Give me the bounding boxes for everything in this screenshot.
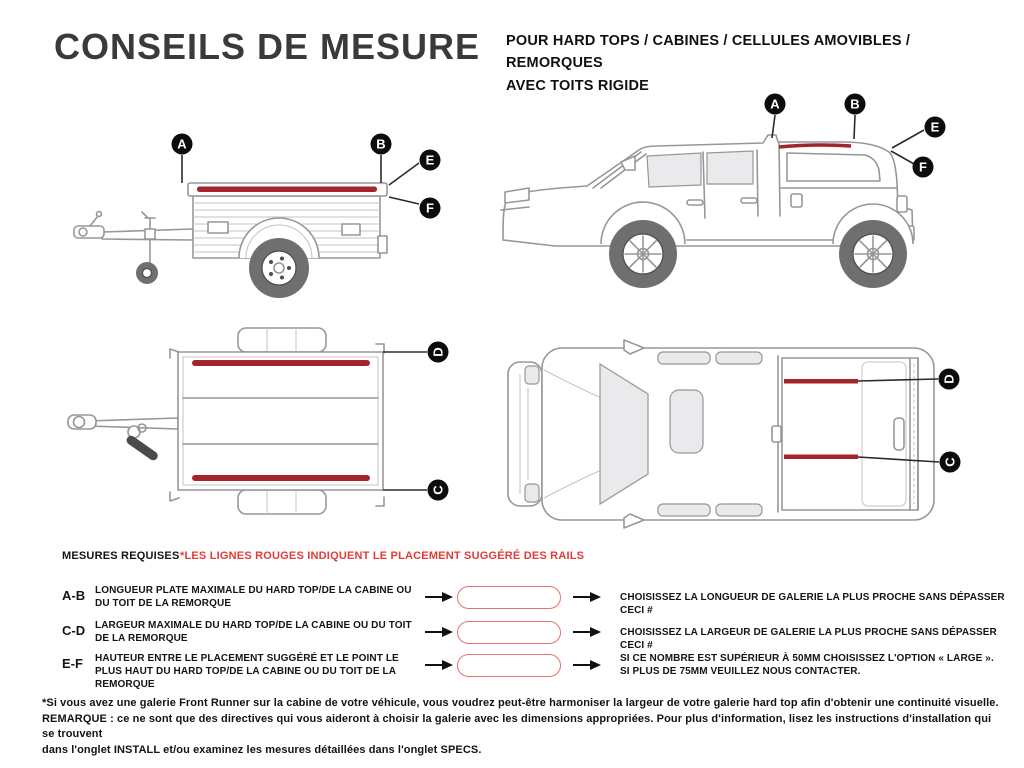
- measurement-row-ef: [0, 652, 1024, 690]
- row-description: LARGEUR MAXIMALE DU HARD TOP/DE LA CABINE OU DU TOIT DE LA REMORQUE: [95, 620, 412, 644]
- side-window: [716, 352, 762, 364]
- truck-with-hardtop-side-view-diagram: [495, 88, 1024, 305]
- tail-light: [897, 196, 907, 212]
- svg-text:A: A: [770, 96, 780, 112]
- door-handle: [741, 198, 757, 203]
- callout-leader-lines: [383, 352, 427, 490]
- trailer-side-view-diagram: [42, 96, 482, 310]
- measurement-row-cd: [0, 619, 1024, 649]
- callout-b: [845, 94, 866, 115]
- sunroof: [670, 390, 703, 453]
- side-window: [716, 504, 762, 516]
- suggested-rail-line-red: [784, 455, 858, 460]
- front-wheel: [609, 220, 677, 288]
- row-instruction: [620, 626, 1022, 652]
- truck-top-view-diagram: [498, 334, 968, 534]
- instruction-text: CHOISISSEZ LA LARGEUR DE GALERIE LA PLUS PROCHE SANS DÉPASSER CECI #: [620, 627, 997, 651]
- row-id-label: E-F: [62, 656, 83, 671]
- subtitle-line-2: AVEC TOITS RIGIDE: [506, 77, 650, 94]
- rear-wheel: [839, 220, 907, 288]
- footnote-line-3: dans l'onglet INSTALL et/ou examinez les mesures détaillées dans l'onglet SPECS.: [42, 743, 482, 756]
- red-lines-note: *LES LIGNES ROUGES INDIQUENT LE PLACEMENT SUGGÉRÉ DES RAILS: [180, 550, 585, 562]
- front-door-window: [647, 153, 701, 187]
- trailer-tail-light: [378, 236, 387, 253]
- jockey-wheel-bracket: [145, 229, 155, 239]
- arrow-right-icon: [572, 626, 602, 638]
- arrow-right-icon: [424, 659, 454, 671]
- instruction-text: SI CE NOMBRE EST SUPÉRIEUR À 50MM CHOISISSEZ L'OPTION « LARGE ».: [620, 653, 994, 664]
- svg-text:F: F: [426, 200, 434, 216]
- side-window: [658, 504, 710, 516]
- callout-a: [765, 94, 786, 115]
- callout-a: [172, 134, 193, 155]
- arrow-right-icon: [424, 591, 454, 603]
- subtitle-line-1: POUR HARD TOPS / CABINES / CELLULES AMOVIBLES / REMORQUES: [506, 33, 911, 72]
- row-instruction: [620, 652, 1022, 678]
- arrow-right-icon: [572, 659, 602, 671]
- callout-e: [420, 150, 441, 171]
- measurement-row-ab: [0, 584, 1024, 614]
- measurement-input-oval: [457, 621, 561, 644]
- suggested-rail-line-red: [197, 187, 377, 193]
- footnote-line-2: REMARQUE : ce ne sont que des directives qui vous aideront à choisir la galerie avec les dimensions appropriées. Pour plus d'information, lisez les instructions d'installation qui se trouvent: [42, 712, 992, 740]
- svg-text:E: E: [425, 152, 435, 168]
- bottom-fender: [238, 490, 326, 514]
- svg-text:F: F: [919, 159, 927, 175]
- row-description: LONGUEUR PLATE MAXIMALE DU HARD TOP/DE LA CABINE OU DU TOIT DE LA REMORQUE: [95, 585, 412, 609]
- callout-c: [940, 452, 961, 473]
- svg-text:B: B: [376, 136, 386, 152]
- footnote: [42, 696, 1002, 758]
- footnote-line-1: *Si vous avez une galerie Front Runner sur la cabine de votre véhicule, vous voudrez peut-être harmoniser la largeur de votre galerie hard top afin d'obtenir une continuité visuelle.: [42, 697, 999, 709]
- arrow-right-icon: [572, 591, 602, 603]
- jack-handle: [125, 424, 160, 462]
- canopy-window: [787, 153, 880, 181]
- arrow-right-icon: [424, 626, 454, 638]
- row-id-label: C-D: [62, 623, 86, 638]
- measurement-input-oval: [457, 586, 561, 609]
- callout-b: [371, 134, 392, 155]
- measurements-heading: MESURES REQUISES: [62, 550, 180, 562]
- callout-f: [913, 157, 934, 178]
- door-handle: [687, 200, 703, 205]
- svg-text:E: E: [930, 119, 940, 135]
- measurement-input-oval: [457, 654, 561, 677]
- callout-f: [420, 198, 441, 219]
- row-instruction: [620, 591, 1022, 617]
- instruction-text-line2: SI PLUS DE 75MM VEUILLEZ NOUS CONTACTER.: [620, 666, 861, 677]
- row-description: HAUTEUR ENTRE LE PLACEMENT SUGGÉRÉ ET LE POINT LE PLUS HAUT DU HARD TOP/DE LA CABINE OU DU TOIT DE LA REMORQUE: [95, 653, 399, 690]
- suggested-rail-line-red: [192, 475, 370, 481]
- svg-text:A: A: [177, 136, 187, 152]
- trailer-box: [178, 352, 383, 490]
- svg-text:C: C: [942, 457, 958, 467]
- page-title: CONSEILS DE MESURE: [54, 26, 481, 67]
- callout-e: [925, 117, 946, 138]
- instruction-text: CHOISISSEZ LA LONGUEUR DE GALERIE LA PLUS PROCHE SANS DÉPASSER CECI #: [620, 592, 1005, 616]
- side-window: [658, 352, 710, 364]
- rear-door-window: [707, 151, 753, 184]
- callout-d: [939, 369, 960, 390]
- svg-text:D: D: [941, 374, 957, 384]
- top-fender: [238, 328, 326, 352]
- svg-text:B: B: [850, 96, 860, 112]
- row-id-label: A-B: [62, 588, 86, 603]
- trailer-top-view-diagram: [42, 322, 454, 528]
- callout-c: [428, 480, 449, 501]
- suggested-rail-line-red: [784, 379, 858, 384]
- suggested-rail-line-red: [192, 360, 370, 366]
- headlight: [505, 188, 529, 203]
- fuel-door: [791, 194, 802, 207]
- callout-d: [428, 342, 449, 363]
- svg-text:C: C: [430, 485, 446, 495]
- svg-text:D: D: [430, 347, 446, 357]
- suggested-rail-line-red: [779, 145, 851, 147]
